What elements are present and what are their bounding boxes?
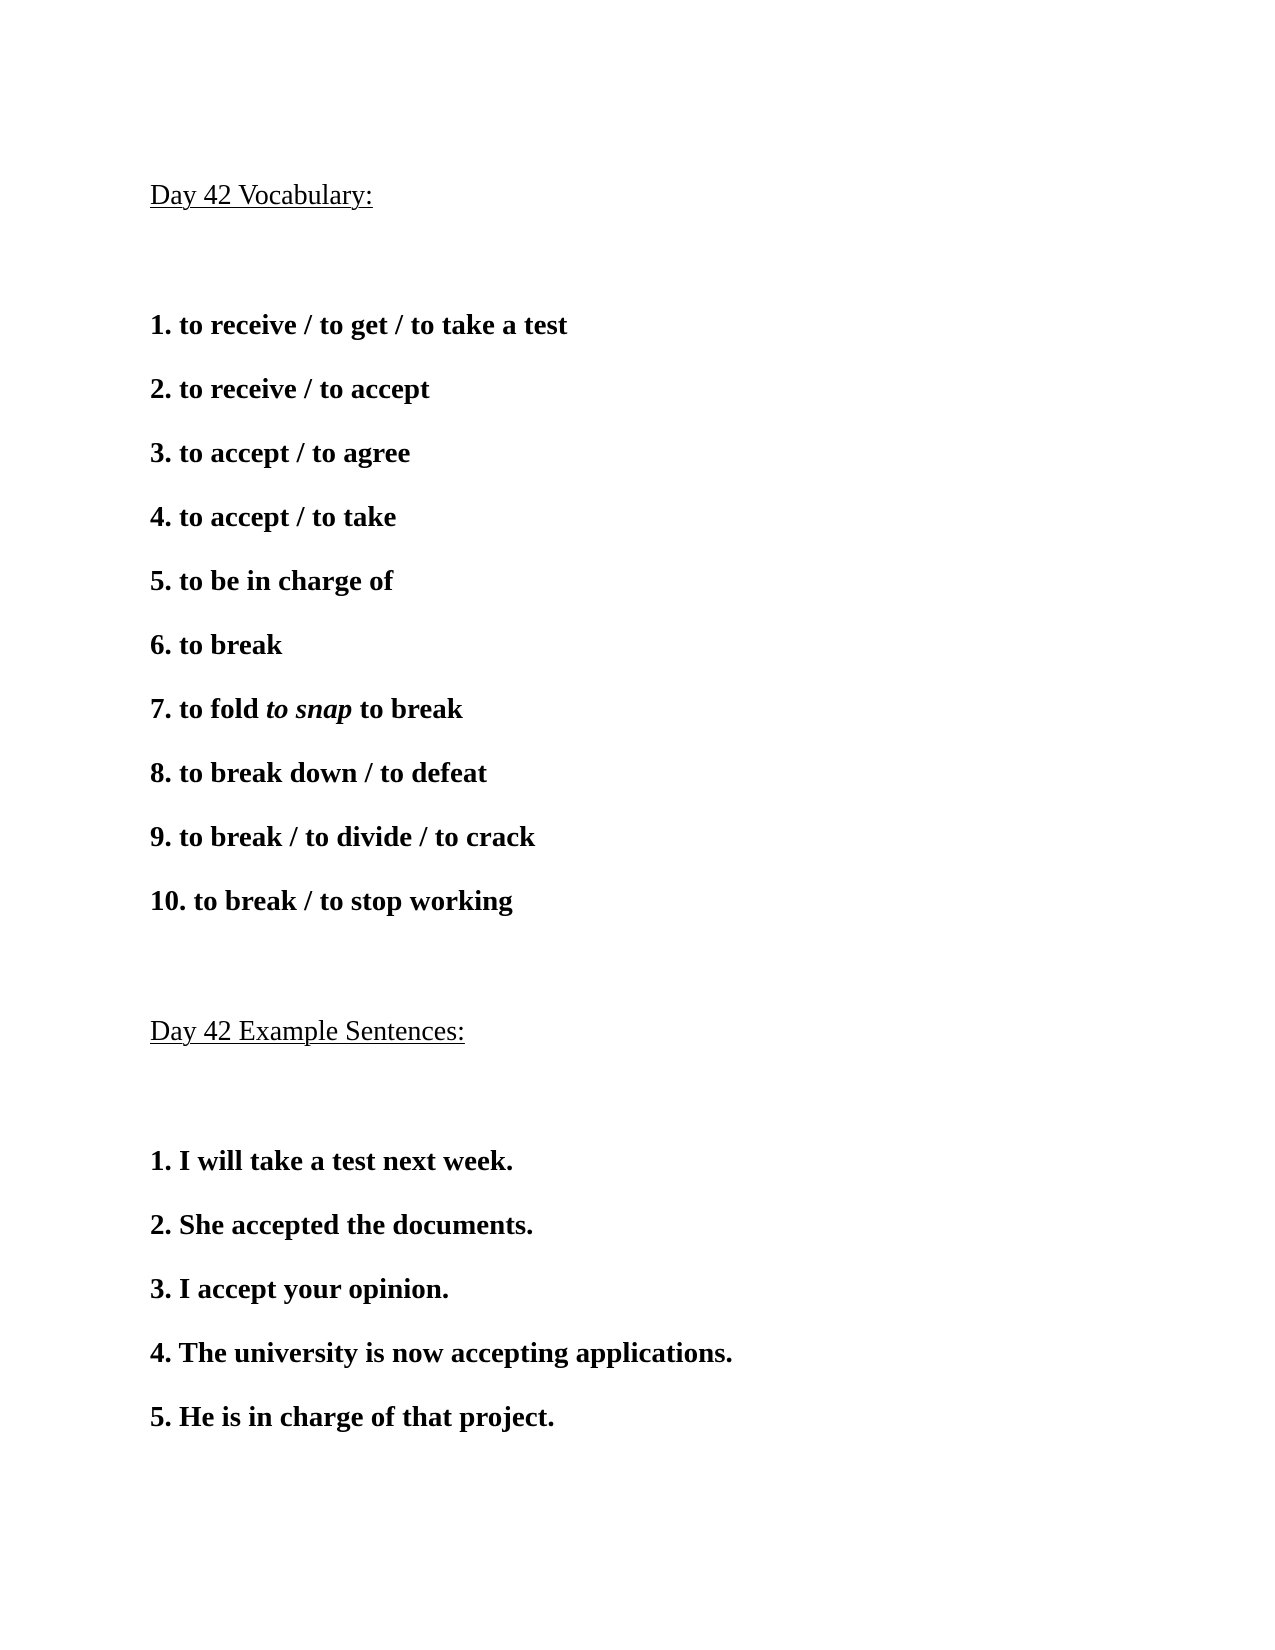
vocabulary-item: 4. to accept / to take — [150, 501, 397, 533]
vocabulary-item: 3. to accept / to agree — [150, 437, 411, 469]
sentences-heading: Day 42 Example Sentences: — [150, 1016, 465, 1047]
vocabulary-heading: Day 42 Vocabulary: — [150, 180, 373, 211]
vocabulary-item: 6. to break — [150, 629, 283, 661]
vocabulary-list — [150, 308, 567, 948]
vocabulary-item — [150, 692, 567, 726]
sentence-item: 3. I accept your opinion. — [150, 1273, 450, 1305]
vocabulary-item-suffix: to break — [352, 693, 463, 725]
vocabulary-item: 10. to break / to stop working — [150, 885, 513, 917]
vocabulary-item: 1. to receive / to get / to take a test — [150, 309, 568, 341]
vocabulary-item: 9. to break / to divide / to crack — [150, 821, 536, 853]
vocabulary-item: 2. to receive / to accept — [150, 373, 430, 405]
sentence-item: 2. She accepted the documents. — [150, 1209, 534, 1241]
vocabulary-item: 5. to be in charge of — [150, 565, 394, 597]
sentence-item: 1. I will take a test next week. — [150, 1145, 514, 1177]
sentences-list — [150, 1144, 733, 1464]
sentence-item: 5. He is in charge of that project. — [150, 1401, 555, 1433]
vocabulary-item-italic: to snap — [266, 693, 353, 725]
vocabulary-item-prefix: 7. to fold — [150, 693, 266, 725]
vocabulary-item: 8. to break down / to defeat — [150, 757, 487, 789]
sentence-item: 4. The university is now accepting applications. — [150, 1337, 733, 1369]
